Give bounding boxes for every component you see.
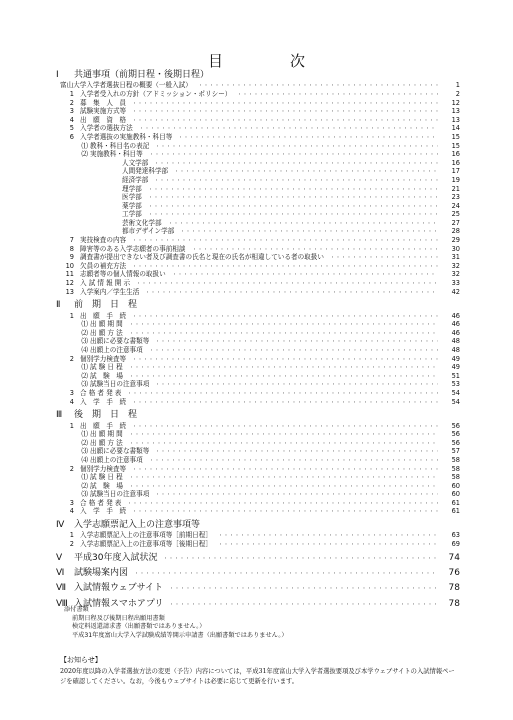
- toc-label: 実技検査の内容: [80, 236, 127, 245]
- toc-page-number: 56: [451, 421, 460, 430]
- toc-number: ⑵: [81, 328, 88, 337]
- toc-page-number: 49: [451, 363, 460, 372]
- toc-label: 試験当日の注意事項: [90, 380, 150, 389]
- toc-entry: [56, 355, 460, 364]
- toc-label: 試 験 日 程: [90, 473, 123, 482]
- toc-page-number: 56: [451, 430, 460, 439]
- toc-section: [56, 300, 460, 311]
- toc-number: 1: [69, 421, 74, 430]
- toc-entry: [56, 133, 460, 142]
- toc-page-number: 57: [451, 447, 460, 456]
- toc-number: 13: [65, 287, 74, 296]
- toc-entry: [56, 253, 460, 262]
- toc-number: 4: [69, 507, 74, 516]
- toc-entry: [56, 150, 460, 159]
- toc-page-number: 16: [451, 150, 460, 159]
- toc-page-number: 60: [451, 481, 460, 490]
- toc-number: 2: [69, 464, 74, 473]
- toc-label: 試 験 場: [90, 481, 123, 490]
- toc-label: 入学志願票記入上の注意事項等［後期日程］: [80, 540, 212, 549]
- toc-page-number: 78: [448, 583, 460, 594]
- toc-page-number: 61: [451, 498, 460, 507]
- toc-number: ⑵: [81, 438, 88, 447]
- toc-label: 医学部: [122, 193, 142, 202]
- toc-page-number: 60: [451, 490, 460, 499]
- toc-entry: [56, 422, 460, 431]
- toc-leader: [218, 540, 438, 550]
- toc-label: 試 験 日 程: [90, 363, 123, 372]
- toc-number: Ⅰ: [56, 70, 59, 80]
- toc-number: ⑵: [81, 371, 88, 380]
- toc-entry: [56, 167, 460, 176]
- attachment-item: 平成31年度富山大学入学試験成績等開示申請書（出願書類ではありません。）: [72, 631, 288, 639]
- toc-entry: [56, 465, 460, 474]
- toc-page-number: 63: [451, 531, 460, 540]
- toc-page-number: 46: [451, 328, 460, 337]
- toc-entry: [56, 389, 460, 398]
- toc-number: ⑴: [81, 320, 88, 329]
- attachment-item: 前期日程及び後期日程出願用書類: [72, 614, 165, 622]
- toc-page-number: 76: [448, 568, 460, 579]
- toc-number: Ⅶ: [56, 583, 67, 594]
- toc-label: 募 集 人 員: [80, 98, 127, 107]
- toc-number: 1: [69, 531, 74, 540]
- attachments-heading: 添付書類: [64, 606, 89, 613]
- toc-entry: [56, 507, 460, 516]
- toc-number: 1: [69, 311, 74, 320]
- page-title: 目 次: [207, 52, 331, 70]
- toc-number: Ⅵ: [56, 568, 65, 579]
- toc-page-number: 23: [451, 193, 460, 202]
- toc-label: 入学志願票記入上の注意事項等［前期日程］: [80, 531, 212, 540]
- toc-number: Ⅲ: [56, 410, 63, 421]
- toc-page-number: 46: [451, 311, 460, 320]
- toc-entry: [56, 380, 460, 389]
- toc-entry: [56, 288, 460, 297]
- toc-page-number: 42: [451, 287, 460, 296]
- toc-number: 1: [69, 89, 74, 98]
- toc-label: 実施教科・科目等: [90, 150, 143, 159]
- toc-page-number: 15: [451, 141, 460, 150]
- toc-entry: [56, 227, 460, 236]
- toc-number: ⑴: [81, 473, 88, 482]
- toc-number: ⑵: [81, 481, 88, 490]
- toc-number: 3: [69, 388, 74, 397]
- toc-number: ⑵: [81, 150, 88, 159]
- toc-number: Ⅷ: [56, 598, 68, 609]
- toc-number: 4: [69, 115, 74, 124]
- toc-label: 前 期 日 程: [74, 300, 138, 311]
- toc-entry: [56, 531, 460, 540]
- toc-number: ⑴: [81, 363, 88, 372]
- toc-entry: [56, 312, 460, 321]
- toc-label: 共通事項（前期日程・後期日程）: [74, 70, 210, 80]
- toc-page-number: 32: [451, 261, 460, 270]
- toc-label: 入学者の選抜方法: [80, 124, 133, 133]
- toc-page-number: 13: [451, 115, 460, 124]
- toc-entry: [56, 245, 460, 254]
- toc-page-number: 21: [451, 184, 460, 193]
- toc-entry: [56, 398, 460, 407]
- toc-number: ⑴: [81, 141, 88, 150]
- toc-number: ⑶: [81, 447, 88, 456]
- toc-entry: [56, 482, 460, 491]
- toc-page-number: 54: [451, 388, 460, 397]
- toc-number: ⑶: [81, 380, 88, 389]
- toc-label: 志願者等の個人情報の取扱い: [80, 270, 166, 279]
- toc-entry: [56, 159, 460, 168]
- notice-body: 2020年度以降の入学者選抜方法の変更（予告）内容については，平成31年度富山大学入学者選抜要項及び本学ウェブサイトの入試情報ページを確認してください。なお，今後もウェブサイトは必要に応じて更新を行います。: [60, 668, 455, 685]
- toc-leader: [132, 507, 438, 517]
- toc-entry: [56, 473, 460, 482]
- toc-page-number: 53: [451, 380, 460, 389]
- toc-page-number: 58: [451, 455, 460, 464]
- toc-label: 入学者選抜の実施教科・科目等: [80, 132, 173, 141]
- toc-entry: [56, 81, 460, 90]
- toc-page-number: 13: [451, 107, 460, 116]
- toc-label: 合 格 者 発 表: [80, 388, 122, 397]
- toc-label: 調査書が提出できない者及び調査書の氏名と現在の氏名が相違している者の取扱い: [80, 253, 324, 262]
- toc-page-number: 58: [451, 473, 460, 482]
- toc-entry: [56, 447, 460, 456]
- toc-label: 出 願 手 続: [80, 311, 127, 320]
- toc-entry: [56, 456, 460, 465]
- toc-entry: [56, 279, 460, 288]
- toc-entry: [56, 363, 460, 372]
- attachment-item: 検定料返還請求書（出願書類ではありません。）: [72, 623, 206, 630]
- toc-label: 薬学部: [122, 201, 142, 210]
- toc-page-number: 61: [451, 507, 460, 516]
- toc-entry: [56, 219, 460, 228]
- toc-leader: [132, 398, 438, 408]
- toc-label: 都市デザイン学部: [122, 227, 175, 236]
- toc-entry: [56, 107, 460, 116]
- toc-leader: [134, 568, 438, 580]
- toc-label: 出 願 手 続: [80, 421, 127, 430]
- toc-page-number: 49: [451, 354, 460, 363]
- toc-section: [56, 70, 460, 81]
- toc-page-number: 33: [451, 279, 460, 288]
- toc-label: 障害等のある入学志願者の事前相談: [80, 244, 186, 253]
- toc-label: 芸術文化学部: [122, 218, 162, 227]
- toc-number: 9: [69, 253, 74, 262]
- toc-page-number: 46: [451, 320, 460, 329]
- toc-entry: [56, 176, 460, 185]
- toc-label: 合 格 者 発 表: [80, 498, 122, 507]
- toc-number: ⑷: [81, 455, 88, 464]
- toc-entry: [56, 540, 460, 549]
- toc-number: Ⅴ: [56, 552, 63, 563]
- toc-page-number: 58: [451, 464, 460, 473]
- toc-label: 入 試 情 報 開 示: [80, 279, 131, 288]
- toc-label: 入試情報ウェブサイト: [74, 583, 164, 594]
- toc-page-number: 19: [451, 175, 460, 184]
- toc-label: 入 学 手 続: [80, 397, 127, 406]
- attachments: [64, 606, 288, 640]
- toc-label: 理学部: [122, 184, 142, 193]
- toc-entry: [56, 490, 460, 499]
- toc-label: 人文学部: [122, 158, 149, 167]
- toc-number: ⑴: [81, 430, 88, 439]
- toc-number: ⑶: [81, 337, 88, 346]
- toc-label: 出 願 方 法: [90, 328, 123, 337]
- toc-label: 工学部: [122, 210, 142, 219]
- toc-section: [56, 583, 460, 594]
- toc-page-number: 16: [451, 158, 460, 167]
- toc-entry: [56, 185, 460, 194]
- toc-number: 3: [69, 107, 74, 116]
- toc-entry: [56, 99, 460, 108]
- toc-number: 8: [69, 244, 74, 253]
- toc-label: 人間発達科学部: [122, 167, 169, 176]
- toc-number: Ⅱ: [56, 300, 61, 311]
- toc-entry: [56, 270, 460, 279]
- toc-label: 入学志願票記入上の注意事項等: [74, 520, 201, 531]
- toc-label: 入試情報スマホアプリ: [74, 598, 164, 609]
- toc-number: 6: [69, 132, 74, 141]
- toc-entry: [56, 124, 460, 133]
- toc-entry: [56, 142, 460, 151]
- toc-label: 個別学力検査等: [80, 464, 127, 473]
- toc-label: 出願に必要な書類等: [90, 447, 150, 456]
- toc-page-number: 51: [451, 371, 460, 380]
- toc-page-number: 48: [451, 337, 460, 346]
- toc-number: 4: [69, 397, 74, 406]
- toc-label: 欠員の補充方法: [80, 261, 127, 270]
- toc-label: 出 願 方 法: [90, 438, 123, 447]
- toc-number: ⑷: [81, 346, 88, 354]
- toc-label: 富山大学入学者選抜日程の概要（一般入試）: [60, 81, 192, 90]
- toc-entry: [56, 320, 460, 329]
- table-of-contents: [56, 70, 460, 610]
- toc-label: 個別学力検査等: [80, 354, 127, 363]
- toc-page-number: 28: [451, 227, 460, 236]
- toc-label: 出願上の注意事項: [90, 455, 143, 464]
- toc-page-number: 54: [451, 397, 460, 406]
- toc-label: 平成30年度入試状況: [74, 552, 158, 563]
- toc-page-number: 32: [451, 270, 460, 279]
- toc-page-number: 25: [451, 210, 460, 219]
- toc-page-number: 27: [451, 218, 460, 227]
- toc-number: 11: [65, 270, 74, 279]
- toc-label: 試 験 場: [90, 371, 123, 380]
- toc-entry: [56, 430, 460, 439]
- toc-label: 入 学 手 続: [80, 507, 127, 516]
- toc-entry: [56, 337, 460, 346]
- toc-entry: [56, 193, 460, 202]
- toc-page-number: 74: [448, 552, 460, 563]
- toc-page-number: 31: [451, 253, 460, 262]
- toc-number: 2: [69, 354, 74, 363]
- toc-number: 3: [69, 498, 74, 507]
- toc-number: 2: [69, 540, 74, 549]
- toc-page-number: 56: [451, 438, 460, 447]
- toc-number: ⑶: [81, 490, 88, 499]
- toc-section: [56, 520, 460, 531]
- toc-number: 10: [65, 261, 74, 270]
- toc-entry: [56, 210, 460, 219]
- toc-leader: [145, 288, 438, 298]
- toc-number: 5: [69, 124, 74, 133]
- toc-page-number: 29: [451, 236, 460, 245]
- toc-entry: [56, 346, 460, 355]
- toc-page-number: 69: [451, 540, 460, 549]
- toc-section: [56, 553, 460, 564]
- toc-section: [56, 410, 460, 421]
- toc-label: 出 願 期 間: [90, 320, 123, 329]
- toc-label: 出願上の注意事項: [90, 346, 143, 354]
- toc-entry: [56, 90, 460, 99]
- toc-label: 試験実施方式等: [80, 107, 127, 116]
- toc-page-number: 2: [455, 89, 460, 98]
- toc-number: 2: [69, 98, 74, 107]
- toc-label: 入学者受入れの方針（アドミッション・ポリシー）: [80, 89, 232, 98]
- notice-title: 【お知らせ】: [60, 656, 102, 664]
- toc-page-number: 48: [451, 346, 460, 354]
- toc-leader: [163, 553, 438, 565]
- toc-page-number: 30: [451, 244, 460, 253]
- toc-leader: [169, 583, 438, 595]
- toc-section: [56, 568, 460, 579]
- toc-page-number: 24: [451, 201, 460, 210]
- toc-entry: [56, 202, 460, 211]
- toc-page-number: 1: [455, 81, 460, 90]
- toc-number: 12: [65, 279, 74, 288]
- toc-page-number: 17: [451, 167, 460, 176]
- toc-label: 入学案内／学生生活: [80, 287, 140, 296]
- toc-label: 出 願 資 格: [80, 115, 127, 124]
- toc-page-number: 12: [451, 98, 460, 107]
- toc-label: 試験当日の注意事項: [90, 490, 150, 499]
- toc-page-number: 14: [451, 124, 460, 133]
- toc-label: 試験場案内図: [74, 568, 129, 579]
- toc-page-number: 15: [451, 132, 460, 141]
- toc-label: 経済学部: [122, 175, 149, 184]
- toc-number: 7: [69, 236, 74, 245]
- toc-label: 後 期 日 程: [74, 410, 138, 421]
- toc-entry: [56, 236, 460, 245]
- toc-label: 出 願 期 間: [90, 430, 123, 439]
- toc-page-number: 78: [448, 598, 460, 609]
- toc-label: 教科・科目名の表記: [90, 141, 150, 150]
- toc-number: Ⅳ: [56, 520, 65, 531]
- toc-label: 出願に必要な書類等: [90, 337, 150, 346]
